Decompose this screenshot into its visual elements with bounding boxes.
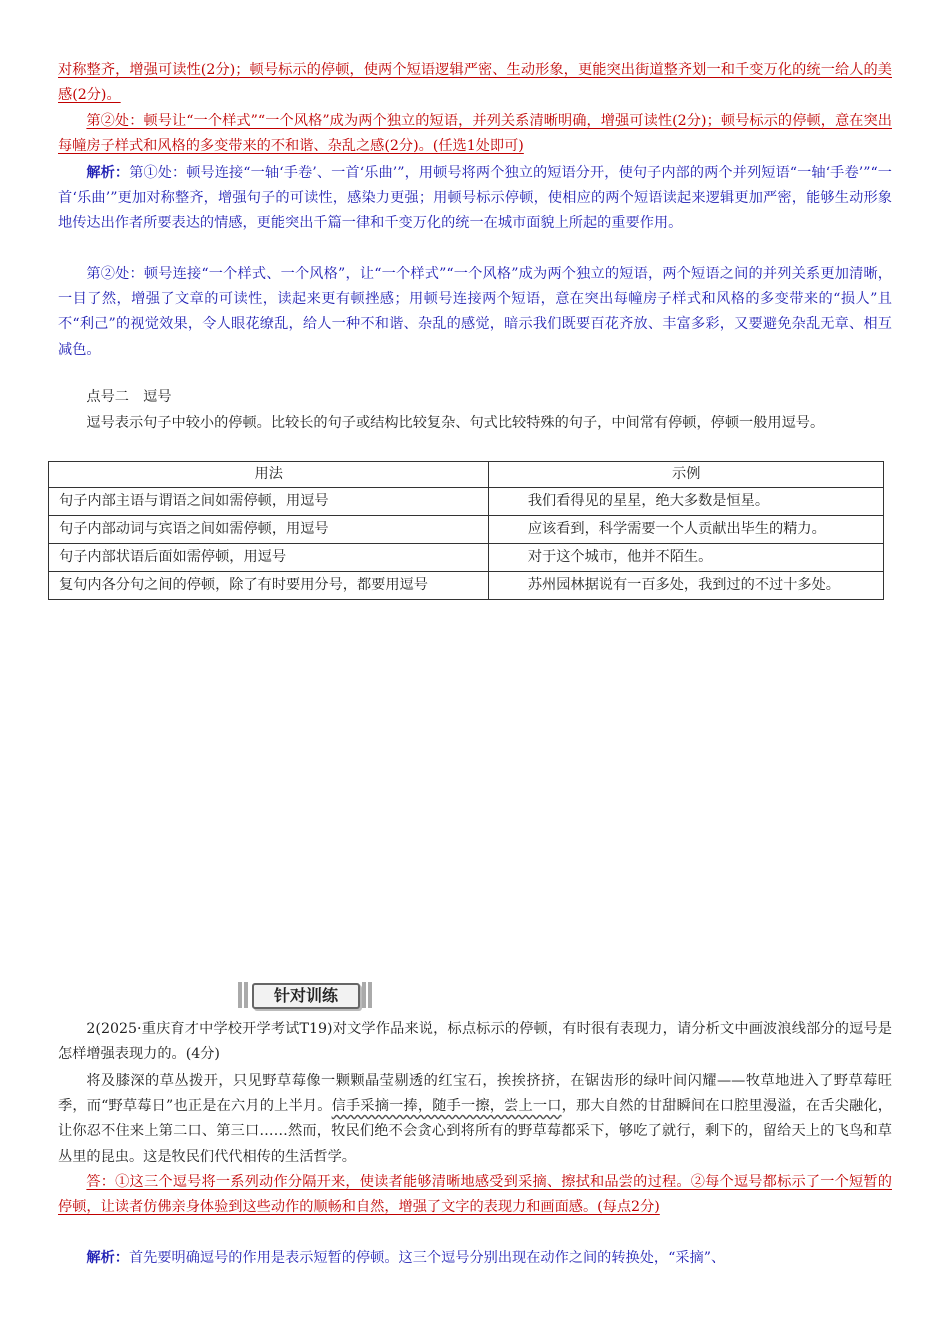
- banner-title: 针对训练: [252, 983, 360, 1009]
- usage-cell: 复句内各分句之间的停顿，除了有时要用分号，都要用逗号: [49, 572, 489, 600]
- answer-point-2: 第②处：顿号让“一个样式”“一个风格”成为两个独立的短语，并列关系清晰明确，增强可读性(2分)；顿号标示的停顿，意在突出每幢房子样式和风格的多变带来的不和谐、杂乱之感(2分)。(任选1处即可): [58, 113, 892, 155]
- example-cell: 应该看到，科学需要一个人贡献出毕生的精力。: [489, 516, 884, 544]
- banner-bar-icon: [368, 982, 372, 1008]
- passage-text-before: 将及膝深的草丛拨开，只见野草莓像一颗颗晶莹剔透的红宝石，挨挨挤挤，在锯齿形的绿叶间闪耀——牧草地进入了野草莓旺季，而“野草莓日”也正是在六月的上半月。: [58, 1073, 892, 1115]
- table-row: [49, 488, 884, 516]
- passage-text-after: ，那大自然的甘甜瞬间在口腔里漫溢，在舌尖融化，让你忍不住来上第二口、第三口……然而，牧民们绝不会贪心到将所有的野草莓都采下，够吃了就行，剩下的，留给天上的飞鸟和草丛里的昆虫。这是牧民们代代相传的生活哲学。: [58, 1098, 892, 1165]
- analysis-point-1: [58, 161, 892, 237]
- example-cell: 对于这个城市，他并不陌生。: [489, 544, 884, 572]
- answer-continuation: 对称整齐，增强可读性(2分)；顿号标示的停顿，使两个短语逻辑严密、生动形象，更能突出街道整齐划一和千变万化的统一给人的美感(2分)。: [58, 62, 892, 104]
- usage-cell: 句子内部主语与谓语之间如需停顿，用逗号: [49, 488, 489, 516]
- analysis-point-2: 第②处：顿号连接“一个样式、一个风格”，让“一个样式”“一个风格”成为两个独立的短语，两个短语之间的并列关系更加清晰，一目了然，增强了文章的可读性，读起来更有顿挫感；用顿号连接两个短语，意在突出每幢房子样式和风格的多变带来的“损人”且不“利己”的视觉效果，令人眼花缭乱，给人一种不和谐、杂乱的感觉，暗示我们既要百花齐放、丰富多彩，又要避免杂乱无章、相互减色。: [58, 266, 892, 358]
- practice-analysis-text: 首先要明确逗号的作用是表示短暂的停顿。这三个逗号分别出现在动作之间的转换处，“采摘”、: [128, 1250, 726, 1266]
- example-cell: 苏州园林据说有一百多处，我到过的不过十多处。: [489, 572, 884, 600]
- table-header-row: [49, 462, 884, 488]
- table-row: [49, 516, 884, 544]
- analysis-label: 解析：: [86, 165, 130, 181]
- practice-answer: 答：①这三个逗号将一系列动作分隔开来，使读者能够清晰地感受到采摘、擦拭和品尝的过程。②每个逗号都标示了一个短暂的停顿，让读者仿佛亲身体验到这些动作的顺畅和自然，增强了文字的表现力和画面感。(每点2分): [58, 1174, 892, 1216]
- section-intro: 逗号表示句子中较小的停顿。比较长的句子或结构比较复杂、句式比较特殊的句子，中间常有停顿，停顿一般用逗号。: [86, 415, 825, 431]
- example-cell: 我们看得见的星星，绝大多数是恒星。: [489, 488, 884, 516]
- banner-bar-icon: [362, 982, 366, 1008]
- wavy-underlined-text: 信手采摘一捧，随手一擦，尝上一口: [331, 1098, 562, 1115]
- table-row: [49, 572, 884, 600]
- practice-banner: [238, 982, 372, 1008]
- column-header-usage: 用法: [49, 462, 489, 488]
- usage-cell: 句子内部动词与宾语之间如需停顿，用逗号: [49, 516, 489, 544]
- practice-analysis-label: 解析：: [86, 1250, 129, 1266]
- table-row: [49, 544, 884, 572]
- usage-cell: 句子内部状语后面如需停顿，用逗号: [49, 544, 489, 572]
- practice-question: 2(2025·重庆育才中学校开学考试T19)对文学作品来说，标点标示的停顿，有时很有表现力，请分析文中画波浪线部分的逗号是怎样增强表现力的。(4分): [58, 1021, 892, 1063]
- reading-passage: [58, 1069, 892, 1170]
- banner-bar-icon: [238, 982, 242, 1008]
- analysis-text-1: 第①处：顿号连接“一轴‘手卷’、一首‘乐曲’”，用顿号将两个独立的短语分开，使句子内部的两个并列短语“一轴‘手卷’”“一首‘乐曲’”更加对称整齐，增强句子的可读性，感染力更强；用顿号标示停顿，使相应的两个短语读起来逻辑更加严密，能够生动形象地传达出作者所要表达的情感，更能突出千篇一律和千变万化的统一在城市面貌上所起的重要作用。: [58, 165, 892, 232]
- section-title: 点号二 逗号: [86, 389, 172, 405]
- practice-analysis: [58, 1246, 892, 1271]
- banner-bar-icon: [244, 982, 248, 1008]
- comma-usage-table: [48, 461, 884, 600]
- column-header-example: 示例: [489, 462, 884, 488]
